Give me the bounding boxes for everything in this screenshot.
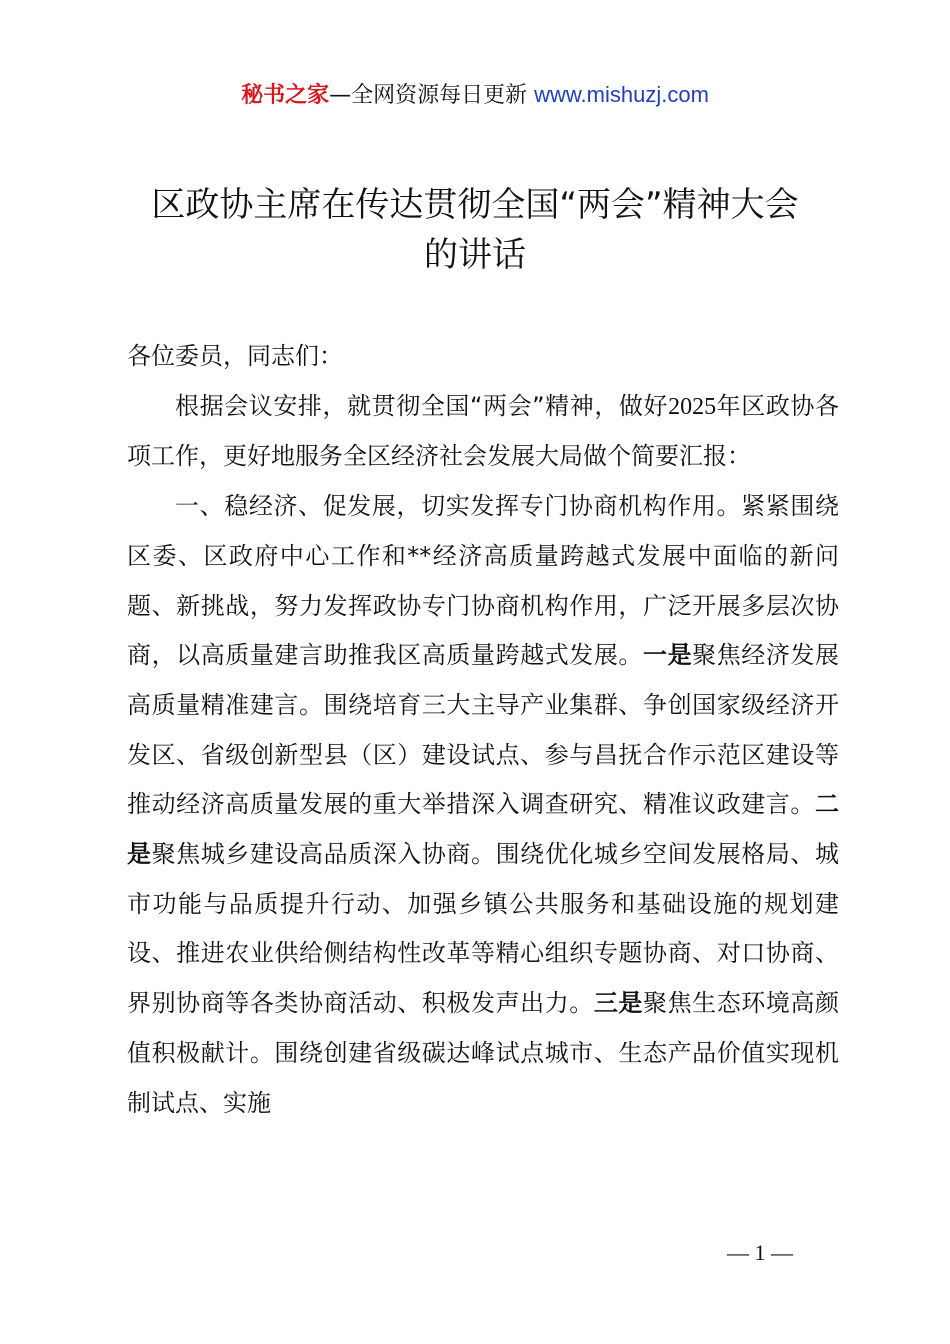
item-2-text: 聚焦城乡建设高品质深入协商。围绕优化城乡空间发展格局、城市功能与品质提升行动、加强乡镇公共服务和基础设施的规划建设、推进农业供给侧结构性改革等精心组织专题协商、对口协商、界别协商等各类协商活动、积极发声出力。 [127,840,840,1018]
title-line-1: 区政协主席在传达贯彻全国“两会”精神大会 [151,185,799,225]
item-1-label: 一是 [643,641,693,670]
item-3-text: 聚焦生态环境高颜值积极献计。围绕创建省级碳达峰试点城市、生态产品价值实现机制试点、实施 [127,989,840,1117]
document-body [127,332,839,1128]
item-1-text: 聚焦经济发展高质量精准建言。围绕培育三大主导产业集群、争创国家级经济开发区、省级创新型县（区）建设试点、参与昌抚合作示范区建设等推动经济高质量发展的重大举措深入调查研究、精准议政建言。 [127,641,840,819]
salutation: 各位委员，同志们： [127,342,343,370]
site-header [0,80,950,111]
section-1-heading: 一、稳经济、促发展，切实发挥专门协商机构作用。 [175,492,742,521]
item-3-label: 三是 [593,989,644,1018]
site-url[interactable]: www.mishuzj.com [534,82,709,107]
title-line-2: 的讲话 [424,235,526,275]
item-2-label: 二是 [127,790,839,869]
intro-paragraph [127,382,839,482]
intro-year: 2025 [668,393,717,420]
header-slogan: —全网资源每日更新 [329,83,528,108]
section-1-paragraph [127,482,839,1128]
section-1-lead: 紧紧围绕区委、区政府中心工作和**经济高质量跨越式发展中面临的新问题、新挑战，努力发挥政协专门协商机构作用，广泛开展多层次协商，以高质量建言助推我区高质量跨越式发展。 [127,492,840,670]
page-number: — 1 — [727,1240,793,1265]
intro-text-2: 年区政协各项工作，更好地服务全区经济社会发展大局做个简要汇报： [127,391,840,471]
brand-name: 秘书之家 [241,83,330,108]
document-title [100,180,850,280]
intro-text-1: 根据会议安排，就贯彻全国“两会”精神，做好 [175,391,669,420]
